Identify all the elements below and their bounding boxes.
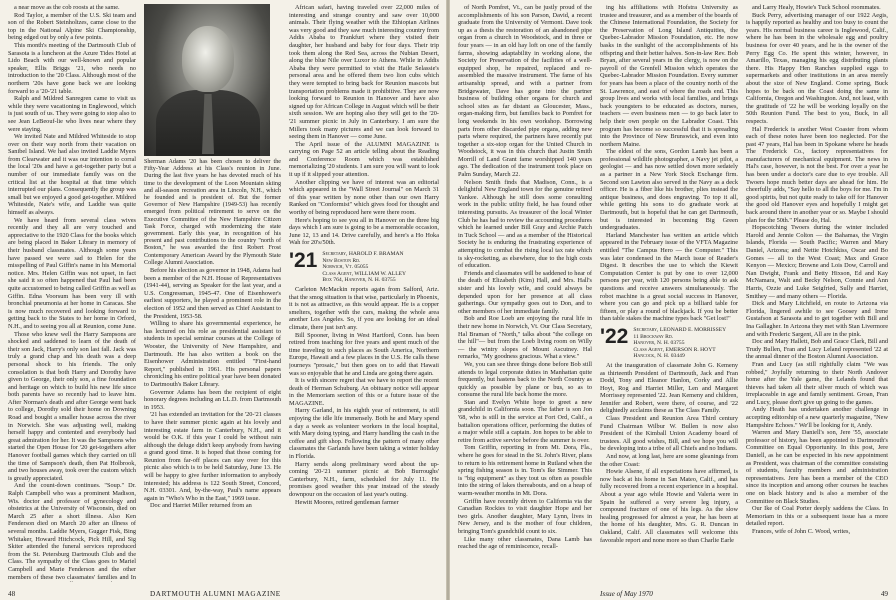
column-paragraphs <box>600 4 738 323</box>
paragraph: Here's hoping to see you all in Hanover on the three big days which I am sure is going to be a memorable occasion, June 12, 13 and 14. Drive carefully, and here's a Ho Hoka Wah for 20's/50th. <box>289 216 439 247</box>
left-page <box>0 0 446 600</box>
right-page-column-1 <box>458 4 592 582</box>
paragraph: The eldest of the sons, Gordon Lamb has been a professional wildlife photographer, a Navy jet pilot, a geologist — and has now settled down more sedately as a partner in a New York Stock Exchange firm. Second son Lawton also served in the Navy as a deck officer. He is a fiber like his brother, plies instead the antique business, and does engraving. To top it all, while getting his sons to do graduate work at Dartmouth, but is hopeful that he can get Dartmouth, but is interested in becoming Big Green undergraduates. <box>600 148 738 232</box>
page-number: 48 <box>8 590 16 598</box>
paragraph: Like many other classmates, Dana Lamb has reached the age of reminiscence, recall- <box>458 535 592 551</box>
issue-line: Issue of May 1970 <box>600 590 653 598</box>
paragraph: Harry Garland, in his eighth year of retirement, is still enjoying the idle life immensely. Both he and Mary spend a day a week as volunteer workers in the local hospital, with Mary doing typing, and Harry handling the cash in the coffee and gift shop. Following the pattern of many other classmates the Garlands have been taking a winter holiday in Florida. <box>289 407 439 461</box>
portrait-head <box>182 26 234 92</box>
paragraph: Dick and Mary Litchfield, en route to Arizona via Florida, lingered awhile to see Goosey and Irene Gustafson at Sarasota and to get together with Bill and Ina Gallagher. In Arizona they met with Stan Livermore and with Frederic Sargent, All are in the pink. <box>746 300 888 338</box>
paragraph: Tom Griffin, reporting in from Mt. Dora, Fla., where he goes for stead in the St. John's River, plans to return to his retirement home in Rutland when the spring fishing season is in. Tom's Ike Simmer. This is "big equipment" as they tout us often as possible into the string of lakes thereabouts, and on a heap of warm-weather months in Mt. Dora. <box>458 444 592 497</box>
agent-line: Class Agent, EMERSON R. HOYT <box>633 346 716 353</box>
paragraph: Buck Perry, advertising manager of our 1922 Aegis, is happily reported as healthy and too busy to count the years. His normal business career is Inglewood, Calif., where he has been in the wholesale egg and poultry business for over 40 years, and he is the owner of the Perry Egg Co. He spent this winter, however, in Amarillo, Texas, managing his egg distributing plants there. His Happy Hen Ranches supplied eggs to supermarkets and other institutions in an area merely about the size of New England. Come spring, Buck hopes to be back on the Coast doing the same in California, Oregon and Washington. And, not least, with the gratitude of '22 he will be working loyally on the 50th Reunion Fund. The best to you, Buck, in all respects. <box>746 11 888 125</box>
paragraph: Harry sends along preliminary word about the up-coming '20-'21 summer picnic at Bob Burroughs' Canterbury, N.H., farm, scheduled for July 11. He promises good weather this year instead of the steady downpour on the occasion of last year's outing. <box>289 460 439 498</box>
paragraph: a near move as the cob roosts at the same. <box>14 4 120 11</box>
secretary-line: Secretary, HAROLD F. BRAMAN <box>322 251 404 257</box>
left-page-column-3 <box>289 4 439 582</box>
column-paragraphs <box>8 4 136 582</box>
paragraph: Those who knew well the Harry Sampsons are shocked and saddened to learn of the death of their son Jack, Harry's only son last fall. Jack was truly a grand chap and his death was a deep personal shock to his friends. The only consolation is that both Harry and Dorothy have given to George, their only son, a fine foundation and heritage on which to build his new life since both parents have so recently had to leave him. After Norman's death and after George went back to college, Dorothy sold their home on Downing Road and bought a smaller house across the river in Norwich. She was adjusting well, making herself happy and contented and everybody had great admiration for her. It was the Sampsons who started the Open House for '20 get-togethers after Hanover football games which they carried on till the time of Sampson's death, then Pat Holbrook, and two houses away, took over the custom which is greatly appreciated. <box>8 330 136 482</box>
agent-address: Hancock, N. H. 03449 <box>633 353 685 360</box>
paragraph: Our Ike of Coal Porter deeply saddens the Class. In Memoriam in this or a subsequent issue has a more detailed report. <box>746 505 888 528</box>
paragraph: Doc and Mary Hallett, Bob and Grace Clark, Bill and Trudy Bullen, Fran and Lucy Leland represented '22 at the annual dinner of the Boston Alumni Association. <box>746 338 888 361</box>
paragraph: Nelson Smith finds that Madison, Conn., is a delightful New England town for the genuine retired Yankee. Although he still does some consulting work in the public utility field, he has found other interesting pursuits. As treasurer of the local Winter Club he has had to review the accounting procedures which he learned under Bill Gray and Archie Patch in Tuck School — and as a member of the Historical Society he is enduring the frustrating experience of attempting to combat the rising local tax rate which is sky-rocketing, as elsewhere, due to the high costs of education. <box>458 178 592 270</box>
class-heading-1922 <box>600 324 738 360</box>
paragraph: Fran and Lucy (as still rightfully claim "We was robbed," Joyfully returning to their North Andover home after the Yale game, the Lelands found that thieves had taken all their silver much of which was irreplaceable in age and family sentiment. Groan, Fran and Lucy, please don't give up going to the games. <box>746 360 888 406</box>
paragraph: Friends and classmates will be saddened to hear of the death of Elizabeth (Kim) Hall, and Mrs. Hall's sister and his lovely wife, and could always be depended upon for her presence at all class gatherings. Our sympathy goes out to Don, and to other members of her immediate family. <box>458 269 592 315</box>
paragraph: We invited Nate and Mildred Whiteside to stop over on their way north from their vacation on Sanibel Island. We had also invited Laddie Myers from Clearwater and it was our intention to corral the local '20s and have a get-together party but a number of our immediate family was on the critical list at the hospital at that time which interrupted our plans. Consequently the group was small but we enjoyed a good get-together. Mildred Whiteside, Nate's wife, and Laddie was quite himself as always. <box>8 133 136 217</box>
paragraph: Harland Manchester has written an article which appeared in the February issue of the VFTA Magazine entitled "The Campus Hero — the Computer." This was later condensed in the March issue of Reader's Digest. It describes the use to which the Kiewit Computation Center is put by one to over 12,000 persons per year, with 120 persons being able to ask questions and receive answers simultaneously. The robot machine is a great social success in Hanover, where you can go and pick up a billiard table for fifteen, or play a round of blackjack. If you be better than table stakes the machine types back "Get lost!" <box>600 231 738 323</box>
paragraph: '21 has extended an invitation for the '20-'21 classes to have their summer picnic again at his lovely and interesting estate farm in Canterbury, N.H., and it would be O.K. if this year I could be without rain although the deluge didn't keep anybody from having a grand good time. It is hoped that those coming for Reunion from far-off places can stay over for this picnic also which is to be held Saturday, June 13. He will be happy to give further information to anybody interested; his address is 122 South Street, Concord, N.H. 03301. And, by-the-way, Paul's name appears again in "Who's Who in the East," 1969 issue. <box>144 411 281 502</box>
class-heading-1921 <box>289 251 439 284</box>
running-head: DARTMOUTH ALUMNI MAGAZINE <box>150 590 281 598</box>
left-page-column-1 <box>8 4 136 582</box>
column-paragraphs <box>600 362 738 544</box>
secretary-address-2: Norwich, Vt. 05055 <box>322 264 369 271</box>
paragraph: At the inauguration of classmate John G. Kemeny as thirteenth President of Dartmouth, Jack and Fran Dodd, Tony and Eleanor Hanlon, Corky and Allie Hoyt, Rog and Harriet Miller, Len and Margaret Morrissey represented '22. Jean Kemeny and children, Jennifer and Robert, were there, of course, and '22 delightedly acclaims these as The Class Family. <box>600 361 738 415</box>
paragraph: Class President and Reunion Area Third century Fund Chairman Wilbur W. Bullen is now also President of the Kimball Union Academy board of trustees. All good wishes, Bill, and we hope you will be developing into a tribe of all Chiefs and no Indians. <box>600 415 738 453</box>
paragraph: of North Pomfret, Vt., can be justly proud of the accomplishments of his son Parson, David, a recent graduate from the University of Vermont. Dave took up as a thesis the restoration of an abandoned pipe organ from a church in Woodstock, and in three or four years — in an old hay loft on one of the family farms, showing adaptability in working alone, the Society for Preservation of the facilities of a well-equipped shop, he repaired, replaced and re-assembled the massive instrument. The fame of his artisanship spread, and with a partner from Bridgewater, Dave has gone into the partner business of building other organs for church and school sites as far distant as Gloucester, Mass., organ-making firm, but families back to Pomfret for long weekends in his own workshop. Borrowing parts from other discarded pipe organs, adding new parts where required, the partners have recently put together a six-stop organ for the United Church in Woodstock, it was in this church that Justin Smith Morrill of Land Grant fame worshipped 140 years ago. The dedication of the instrument took place on Palm Sunday, March 22. <box>458 4 592 179</box>
column-paragraphs <box>289 286 439 506</box>
paragraph: Governor Adams has been the recipient of eight honorary degrees including an LL.D. from Dartmouth in 1953. <box>144 388 281 411</box>
class-year: '22 <box>600 324 629 348</box>
paragraph: We have heard from several class wives recently and they all are very touched and appreciative to the 1920 Class for the books which are being placed in Baker Library in memory of their husband classmates. Although some years have passed we were sad to Helen for the misspelling of Paul Giffin's name in his Memorial notice. Mrs. Helen Giffin was not upset, in fact she said it so often happened that Paul had been quite accustomed to being called Griffin as well as Giffin. Edna Voorsum has been very ill with bronchial pneumonia at her home in Caracas. She is now much recovered and looking forward to getting back to the States to her home in Orford, N.H., and to seeing you all at Reunion, come June. <box>8 216 136 330</box>
column-paragraphs <box>458 4 592 551</box>
paragraph: Bob and Roe Loeb are enjoying the rural life in their new home in Norwich, Vt. Our Class Secretary, Hal Braman of "North," talks about "the college on the hill"— but from the Loeb living room on Willy — the wintry slopes of Mount Ascutney. Hal remarks, "My goodness gracious. What a view." <box>458 315 592 361</box>
paragraph: Griffin have recently driven to California via the Canadian Rockies to visit daughter Hope and her two girls. Another daughter, Mary Lynn, lives in New Jersey, and is the mother of four children, bringing Tom's grandchild count to six. <box>458 497 592 535</box>
paragraph: The April issue of the ALUMNI MAGAZINE is carrying on Page 52 an article telling about the Reading and Conference Room which was established memorializing '20 students. I am sure you will want to look it up if it slipped your attention. <box>289 140 439 179</box>
class-officers <box>322 251 406 284</box>
paragraph: Another clipping we have of interest was an editorial which appeared in the "Wall Street Journal" on March 31 of this year written by none other than our own Harry Ranked on "Conformist" which gives food for thought and worthy of being reproduced here were there room. <box>289 178 439 217</box>
photo-caption: Sherman Adams '20 has been chosen to deliver the Fifty-Year Address at his Class's reunion in June. During the last five years he has devoted much of his time to the development of the Loon Mountain skiing and all-season recreation area in Lincoln, N.H., which he founded and is president of. But the former Governor of New Hampshire (1949-53) has recently emerged from political retirement to serve on the Executive Committee of the New Hampshire Citizen Task Force, charged with modernizing the state government. Early this year, in recognition of his present and past contributions to the country "north of Boston," he was awarded the first Robert Frost Contemporary American Award by the Plymouth State College Alumni Association. <box>144 159 281 266</box>
paragraph: and Larry Healy, Howie's Tuck School roommates. <box>752 4 881 11</box>
paragraph: Warren and Mary Daniell's son, Jere '55, associate professor of history, has been appointed to Dartmouth's Committee on Equal Opportunity. In this post, Jere Daniell, as he can be expected in his new appointment as President, was chairman of the committee consisting of students, faculty members and administration representatives. Jere has been a member of the CEO since its inception and among other courses he teaches one on black history and is also a member of the Committee on Black Studies. <box>746 429 888 505</box>
left-footer <box>0 588 446 598</box>
right-page-column-2 <box>600 4 738 582</box>
right-footer <box>450 588 896 598</box>
paragraph: This month's meeting of the Dartmouth Club of Sarasota is a luncheon at the Azure Tides Hotel at Lido Beach with our well-known and popular speaker, Ellis Briggs '21, who needs no introduction to the '20 Class. Although most of the northern '20s have gone back we are looking forward to a '20-'21 table. <box>8 41 136 95</box>
paragraph: Hewitt Moores, retired gentleman farmer <box>295 498 399 506</box>
secretary-line: Secretary, LEONARD E. MORRISSEY <box>633 326 727 333</box>
paragraph: Frances, wife of John C. Wood, writes, <box>752 527 851 535</box>
paragraph: Hal Frederick is another West Coaster from whom each of these notes have been too neglected. For the past 47 years, Hal has been in Spokane where he heads The Frederick Co., factory representatives for manufacturers of mechanical equipment. The news in Hal's case, however, is not the best. For over a year he has been under a doctor's care due to eye trouble. All Twoers hope much better days are ahead for him. He cheerfully adds, "Say hello to all the boys for me. I'm in good spirits, but not quite ready to take off for Hanover the good old Hanover eyes and hopefully I might get back around there in another year or so. Maybe I should plan for the 50th." Please do, Hal. <box>746 125 888 224</box>
paragraph: Before his election as governor in 1948, Adams had been a member of the N.H. House of Representatives (1941-44), serving as Speaker for the last year, and a U.S. Congressman, 1945-47. One of Eisenhower's earliest supporters, he played a prominent role in the election of 1952 and then served as Chief Assistant to the President, 1953-58. <box>144 267 281 320</box>
paragraph: We, you can see three things done before Bob still attends to legal corporate duties in Manhattan quite frequently, but hastens back to the North Country as quickly as possible by plane or bus, so as to consume the rural life back home the more. <box>458 360 592 399</box>
paragraph: Ralph and Mildred Sanregren came to visit us while they were vacationing in Englewood, which is just south of us. They were going to stop also to see Jean LeBeouf-lie who lives near where they were staying. <box>8 95 136 133</box>
page-number: 49 <box>880 590 888 598</box>
column-paragraphs <box>746 4 888 536</box>
paragraph: Carleton McMackin reports again from Salford, Ariz. that the smog situation is that wise, particularly in Phoenix, it is not as attractive, as this would appear. He is a copper smelters, together with the cars, making the whole area another Los Angeles. So, if you are looking for an ideal climate, there just isn't any. <box>289 285 439 331</box>
paragraph: Willing to share his governmental experience, he has lectured on his role as presidential assistant to students in special seminar courses at the College of Wooster, the University of New Hampshire, and Dartmouth. He has also written a book on the Eisenhower Administration entitled "First-hand Report," published in 1961. His personal papers chronicling his entire political year have been donated to Dartmouth's Baker Library. <box>144 320 281 388</box>
right-page-column-3 <box>746 4 888 582</box>
paragraph: Stan and Evelyn White hope to greet a new grandchild in California soon. The father is son Jon '68, who is still in the service at Fort Ord, Calif., a battalion operations officer, performing the duties of a major while still a captain. Jon hopes to be able to retire from active service before the summer is over. <box>458 398 592 444</box>
class-year: '21 <box>289 249 318 272</box>
class-officers <box>633 327 726 360</box>
portrait-photo-sherman-adams <box>144 4 270 156</box>
secretary-address-2: Hanover, N. H. 03755 <box>633 340 685 347</box>
paragraph: Andy Heath has undertaken another challenge in accepting editorship of a new quarterly magazine, "New Hampshire Echoes." We'll be looking for it, Andy. <box>746 406 888 429</box>
paragraph: Rod Taylor, a member of the U.S. Ski team and son of the Robert Steinholtzes, came close to the top in the National Alpine Ski Championship, being edged out by only a few points. <box>8 11 136 42</box>
column-paragraphs <box>144 267 281 510</box>
paragraph: Bill Spooner, living in West Hartford, Conn. has been retired from teaching for five years and spent much of the time traveling to such places as South America, Northern Europe, Hawaii and a few places in the U.S. He calls these journeys "prosaic," but then goes on to add that Hawaii was so enjoyable that he and Linda are going there again. <box>289 331 439 377</box>
paragraph: And now, at long last, here are some gleanings from the other Coast: <box>600 453 738 468</box>
column-paragraphs <box>289 4 439 247</box>
paragraph: It is with sincere regret that we have to report the recent death of Herman Schuburg. An obituary notice will appear in the Memoriam section of this or a future issue of the MAGAZINE. <box>289 377 439 407</box>
paragraph: And the count-down continues. "Soup." Dr. Ralph Campbell who was a prominent Madison, Wis. doctor and professor of gynecology and obstetrics at the University of Wisconsin, died on March 25 after a short illness. Also Ken Fenderson died on March 20 after an illness of several months. Laddie Myers, Gugger Fisk, Bing Whitaker, Howard Hitchcock, Pick Hill, and Sig Skiter attended the funeral services reproduced from the St. Petersburg Dartmouth Club and the Class. The sympathy of the Class goes to Mariel Campbell and Marie Fenderson and the other members of these two classmates' families and In <box>8 482 136 581</box>
paragraph: African safari, having traveled over 22,000 miles of interesting and strange country and saw over 10,000 animals. Their flying weather with the Ethiopian Airlines was very good and they saw much interesting country from Addis Ababa to Frankfurt where they visited their daughter, her husband and baby for four days. Their trip took them along the Red Sea, across the Nubian Desert, along the blue Nile over Luxor to Athens. While in Addis Ababa they were permitted to visit the Haile Selassie's personal area and he offered them two lion cubs which they were tempted to bring back for Reunion mascots but transportation problems made it prohibitive. They are now looking forward to Reunion in Hanover and have also signed up for African College in August which will be their sixth session. We are hoping also they will get to the '20-'21 summer picnic in July in Canterbury. I am sure the Millers took many pictures and we can look forward to seeing them in Hanover — come June. <box>289 4 439 141</box>
right-page <box>450 0 896 600</box>
agent-line: Class Agent, WILLIAM W. ALLEY <box>322 270 407 277</box>
paragraph: ing his affiliations with Hofstra University as trustee and treasurer, and as a member of the boards of the Chinese International Foundation, the Society for the Preservation of Long Island Antiquities, the Quebec-Labrador Mission Foundation, etc. He now basks in the sunlight of the accomplishments of his offspring and their better halves. Son-in-law Rev. Bob Bryan, after several years in the clergy, is now on the payroll of the Grenfell Mission which operates the Quebec-Labrador Mission Foundation. Every summer for years has been a place of the country north of the St. Lawrence, and east of where the roads end. This group lives and works with local families, and brings back youngsters to be educated as doctors, nurses, teachers — even business men — to go back later to help their own people on the Labrador Coast. This program has become so successful that it is spreading into the Province of New Brunswick, and even into northern Maine. <box>600 4 738 148</box>
secretary-address-1: 11 Brockway Rd. <box>633 333 674 340</box>
secretary-address-1: New Boston Rd. <box>322 257 361 264</box>
agent-address: Box 764, Hanover, N. H. 03755 <box>322 277 396 284</box>
paragraph: Howie Alsene, if all expectations have affirmed, is now back at his home in San Mateo, Calif., and has fully recovered from a recent experience in a hospital. About a year ago while Howie and Valeria were in Spain he suffered a very severe leg injury, a compound fracture of one of his legs. As the slow healing progressed for almost a year, he has been at the home of his daughter, Mrs. G. R. Duncan in Oakland, Calif. All classmates will welcome this favorable report and none more so than Charlie Earle <box>600 468 738 544</box>
paragraph: Hopscotching Twoers during the winter included Harold and Jennie Colton — the Bahamas, the Virgin Islands, Florida — South Pacific; Warren and Mary Daniel, Arizona; and Nettie Hotchkiss, Oscar and Bo Gomes — all to the West Coast; Max and Grace Kenyon — Mexico; Browne and Lois Dow, Carroll and Nan Dwight, Frank and Betty Hixson, Ed and Kay McNamara, Walt and Becky Nelson, Connie and Ann Harris, Ozzie and Luke Seigfried, Sully and Harriet, Smithey — and many others — Florida. <box>746 224 888 300</box>
left-page-column-2 <box>144 4 281 582</box>
paragraph: Doc and Harriet Miller returned from an <box>150 502 252 510</box>
